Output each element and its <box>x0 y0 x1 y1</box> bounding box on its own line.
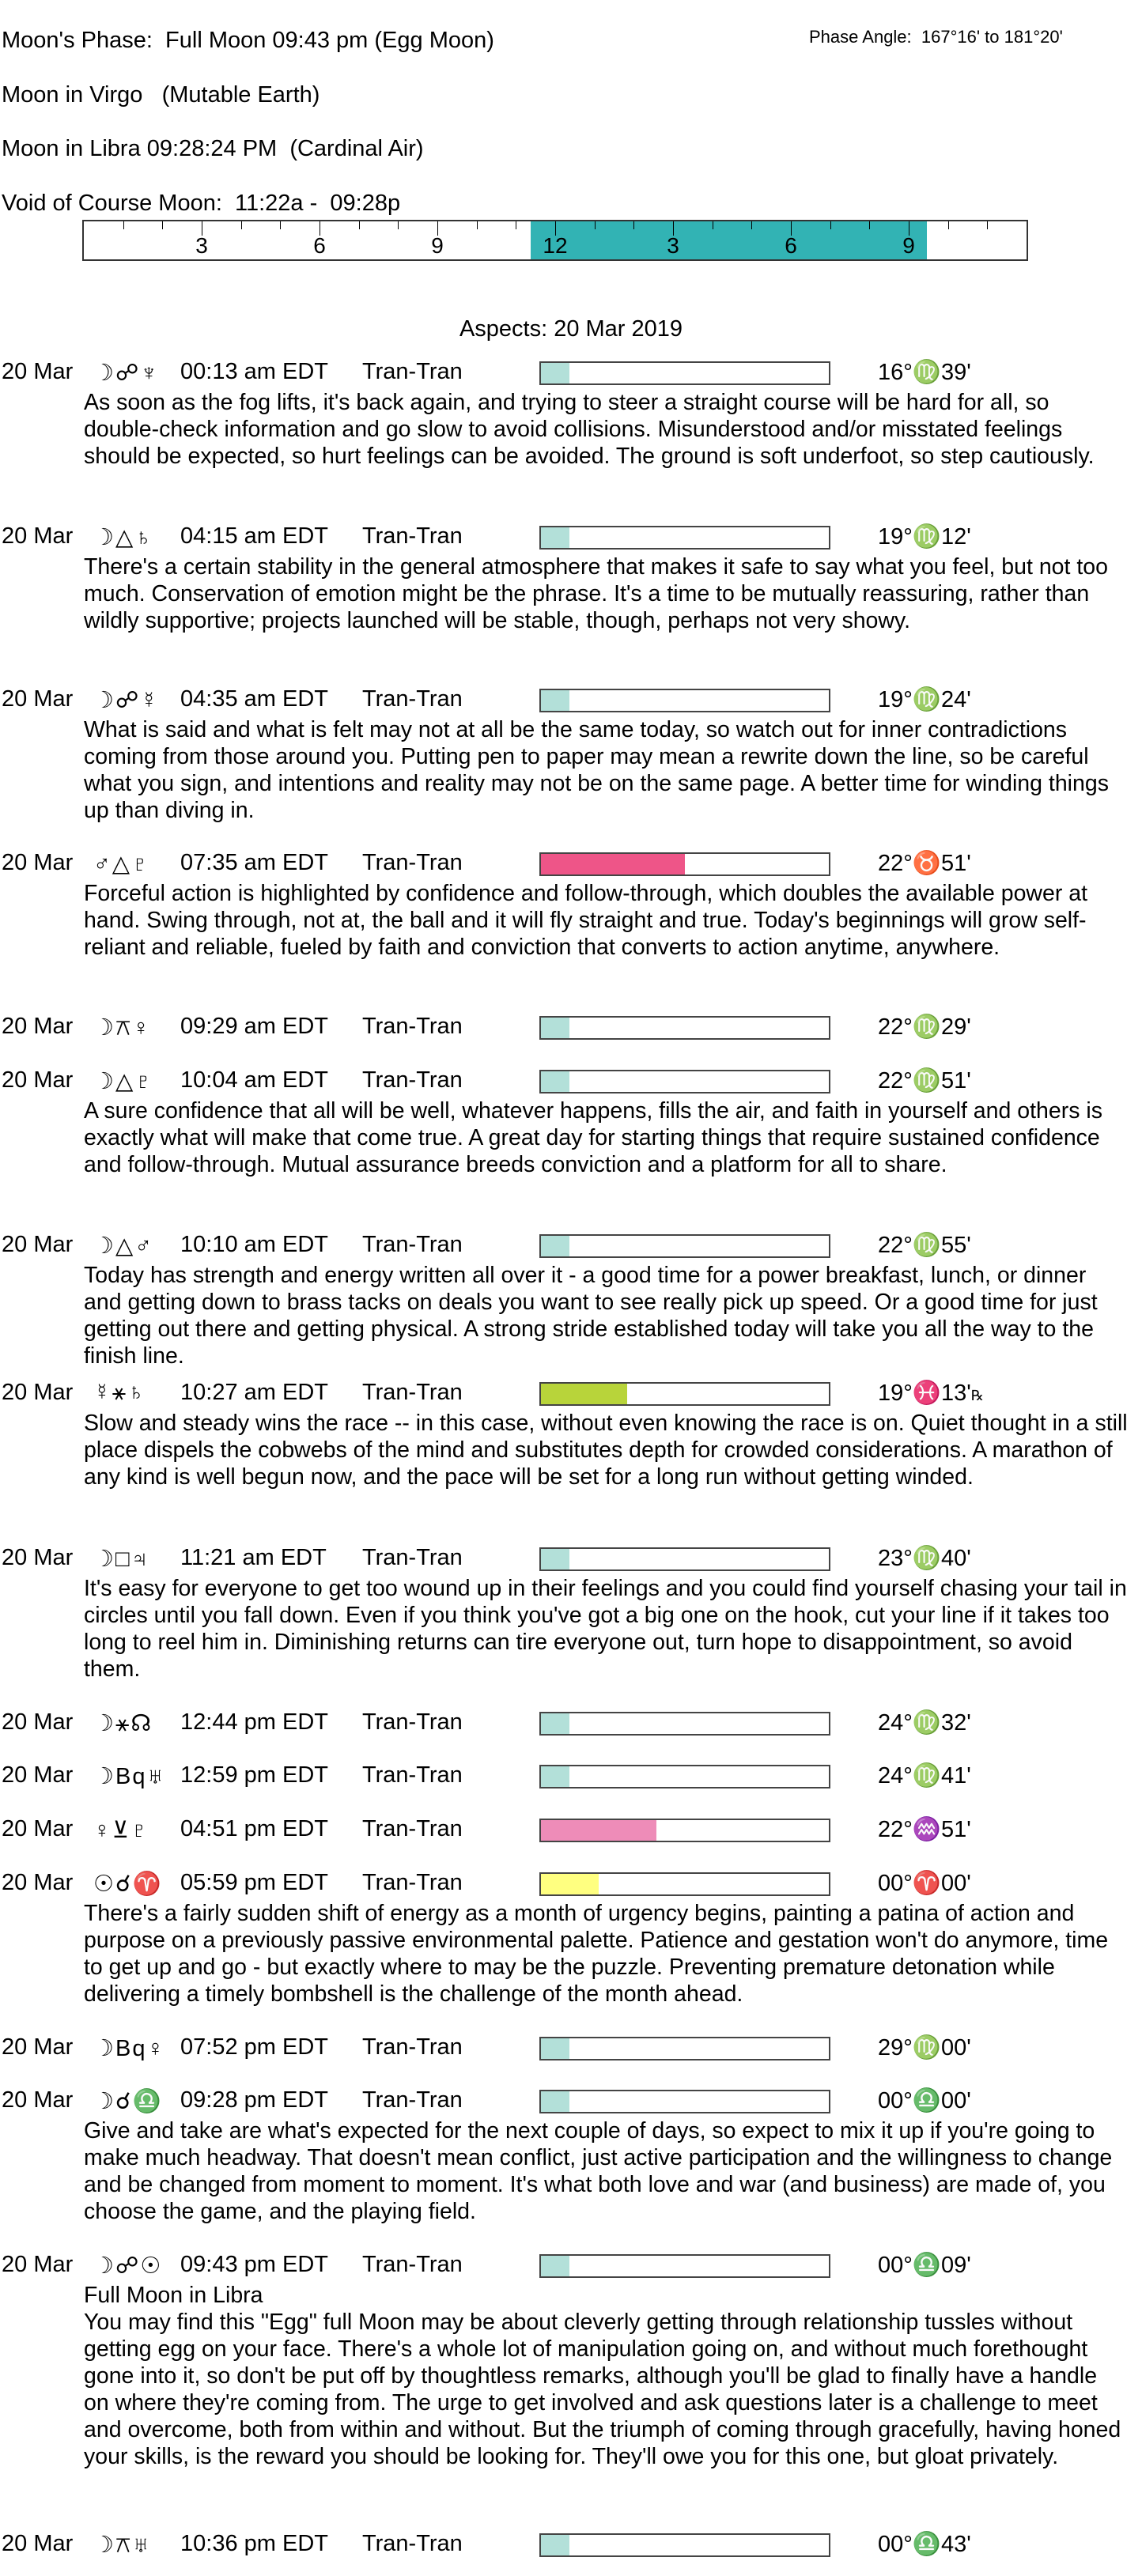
aspect-strength-bar <box>539 1872 830 1896</box>
aspect-glyphs-icon: ☽△♂ <box>93 1233 154 1259</box>
aspect-time: 12:44 pm EDT <box>180 1709 328 1735</box>
aspect-glyphs-icon: ☽☍♆ <box>93 361 160 386</box>
aspect-glyphs-icon: ☽△♇ <box>93 1069 154 1094</box>
aspect-position <box>878 1232 971 1259</box>
aspect-entry <box>0 1761 1142 1792</box>
aspect-date: 20 Mar <box>2 2034 74 2060</box>
aspect-date: 20 Mar <box>2 359 74 384</box>
aspect-time: 04:51 pm EDT <box>180 1816 328 1841</box>
aspect-date: 20 Mar <box>2 1545 74 1570</box>
aspect-kind: Tran-Tran <box>362 1380 463 1405</box>
aspect-position <box>878 2034 971 2061</box>
aspect-position-value: 22°♉51' <box>878 851 971 876</box>
aspect-strength-fill <box>541 2038 569 2059</box>
timeline-tick <box>948 221 949 229</box>
aspect-glyphs-icon: ☽Bq♅ <box>93 1764 166 1789</box>
phase-angle: Phase Angle: 167°16' to 181°20' <box>809 27 1063 47</box>
aspect-time: 07:35 am EDT <box>180 850 328 875</box>
aspect-entry <box>0 1708 1142 1739</box>
aspect-strength-fill <box>541 2091 569 2112</box>
aspect-date: 20 Mar <box>2 686 74 712</box>
aspect-kind: Tran-Tran <box>362 2034 463 2060</box>
timeline-tick-label: 3 <box>667 233 679 258</box>
aspect-glyphs-icon: ☽□♃ <box>93 1547 150 1572</box>
aspect-entry <box>0 1543 1142 1683</box>
aspect-glyphs-icon: ☽☍☿ <box>93 688 160 713</box>
aspect-entry <box>0 2250 1142 2470</box>
aspect-strength-bar <box>539 2533 830 2557</box>
aspect-kind: Tran-Tran <box>362 1816 463 1841</box>
aspect-date: 20 Mar <box>2 1380 74 1405</box>
aspect-position <box>878 1067 971 1094</box>
timeline-tick <box>398 221 399 229</box>
aspect-description: What is said and what is felt may not at all be the same today, so watch out for inner contradictions coming from those around you. Putting pen to paper may mean a rewrite down the line, so be careful what you sign, and intentions and reality may not be on the same page. A better time for winding things up than diving in. <box>84 717 1109 823</box>
aspect-strength-fill <box>541 854 685 874</box>
aspect-position-value: 24°♍41' <box>878 1763 971 1788</box>
aspect-description: Slow and steady wins the race -- in this case, without even knowing the race is on. Quiet thought in a still place dispels the cobwebs of the mind and substitutes depth for crowded considerations. A marathon of any kind is well begun now, and the pace will be set for a long run without getting winded. <box>84 1411 1128 1490</box>
aspect-glyphs-icon: ☉☌♈ <box>93 1872 163 1897</box>
aspect-position <box>878 2087 971 2114</box>
timeline-tick <box>595 221 596 229</box>
aspect-description: You may find this "Egg" full Moon may be about cleverly getting through relationship tussles without getting egg on your face. There's a whole lot of manipulation going on, and without much forethought gone into it, so don't be put off by thoughtless remarks, although you'll be glad to finally have a handle on where they're coming from. The urge to get involved and ask questions later is a challenge to meet and overcome, both from within and without. But the triumph of coming through gracefully, having honed your skills, is the reward you should be looking for. They'll owe you for this one, but gloat privately. <box>84 2310 1121 2469</box>
aspect-time: 04:15 am EDT <box>180 523 328 549</box>
aspect-entry <box>0 2086 1142 2225</box>
aspect-time: 09:43 pm EDT <box>180 2252 328 2277</box>
aspect-time: 05:59 pm EDT <box>180 1870 328 1895</box>
timeline-tick-label: 6 <box>313 233 326 258</box>
aspect-kind: Tran-Tran <box>362 1870 463 1895</box>
aspect-entry <box>0 848 1142 961</box>
aspect-kind: Tran-Tran <box>362 2252 463 2277</box>
timeline-tick <box>751 221 752 229</box>
void-of-course-timeline <box>82 220 1028 261</box>
aspect-time: 07:52 pm EDT <box>180 2034 328 2060</box>
aspect-strength-fill <box>541 2535 569 2555</box>
moon-sign-ingress: Moon in Libra 09:28:24 PM (Cardinal Air) <box>2 136 424 161</box>
aspect-strength-fill <box>541 527 569 548</box>
aspect-strength-bar <box>539 1382 830 1406</box>
timeline-tick-label: 6 <box>785 233 797 258</box>
aspect-strength-bar <box>539 1070 830 1093</box>
aspect-entry <box>0 1815 1142 1846</box>
aspect-strength-bar <box>539 2090 830 2113</box>
moon-phase: Moon's Phase: Full Moon 09:43 pm (Egg Moon) <box>2 28 494 53</box>
aspect-subtitle: Full Moon in Libra <box>84 2283 263 2308</box>
aspect-kind: Tran-Tran <box>362 1709 463 1735</box>
void-of-course-range <box>531 221 928 259</box>
aspect-position-value: 00°♈00' <box>878 1871 971 1896</box>
aspect-date: 20 Mar <box>2 2252 74 2277</box>
aspect-kind: Tran-Tran <box>362 523 463 549</box>
timeline-tick <box>280 221 281 229</box>
aspect-glyphs-icon: ☽☍☉ <box>93 2253 163 2279</box>
aspect-date: 20 Mar <box>2 1762 74 1788</box>
void-of-course: Void of Course Moon: 11:22a - 09:28p <box>2 191 401 216</box>
aspect-position <box>878 1816 971 1843</box>
aspect-glyphs-icon: ♀⊻♇ <box>93 1818 149 1843</box>
aspect-position-value: 24°♍32' <box>878 1710 971 1736</box>
aspect-strength-fill <box>541 1549 569 1569</box>
aspect-date: 20 Mar <box>2 2531 74 2556</box>
aspect-strength-fill <box>541 1236 569 1256</box>
timeline-tick <box>477 221 478 229</box>
aspect-glyphs-icon: ☽△♄ <box>93 525 154 550</box>
aspect-strength-bar <box>539 1016 830 1040</box>
aspect-strength-fill <box>541 1384 627 1404</box>
aspect-position-value: 22°♍55' <box>878 1233 971 1258</box>
aspect-kind: Tran-Tran <box>362 1232 463 1257</box>
aspect-kind: Tran-Tran <box>362 1014 463 1039</box>
aspect-entry <box>0 357 1142 470</box>
aspect-strength-bar <box>539 852 830 876</box>
aspect-description: A sure confidence that all will be well, whatever happens, fills the air, and faith in yourself and others is exactly what will make that come true. A great day for starting things that require sustained confidence and follow-through. Mutual assurance breeds conviction and a platform for all to share. <box>84 1098 1102 1177</box>
aspect-time: 09:28 pm EDT <box>180 2087 328 2113</box>
aspect-kind: Tran-Tran <box>362 2087 463 2113</box>
aspect-time: 11:21 am EDT <box>180 1545 327 1570</box>
aspect-position <box>878 2531 971 2558</box>
aspect-position <box>878 1870 971 1897</box>
aspect-position-value: 19°♍12' <box>878 524 971 550</box>
aspect-date: 20 Mar <box>2 1870 74 1895</box>
timeline-tick-label: 9 <box>902 233 915 258</box>
aspect-strength-bar <box>539 1819 830 1842</box>
timeline-tick-label: 12 <box>543 233 568 258</box>
aspect-strength-fill <box>541 690 569 711</box>
aspect-date: 20 Mar <box>2 1709 74 1735</box>
timeline-tick <box>633 221 634 229</box>
aspect-position-value: 00°♎00' <box>878 2088 971 2113</box>
aspect-position-value: 23°♍40' <box>878 1546 971 1571</box>
aspect-description: There's a certain stability in the general atmosphere that makes it safe to say what you feel, but not too much. Conservation of emotion might be the phrase. It's a time to be mutually reassuring, rather than wildly supportive; projects launched will be stable, though, perhaps not very showy. <box>84 554 1108 633</box>
aspect-entry <box>0 1066 1142 1178</box>
aspect-kind: Tran-Tran <box>362 686 463 712</box>
aspect-strength-bar <box>539 526 830 550</box>
timeline-tick <box>123 221 124 229</box>
aspect-time: 10:36 pm EDT <box>180 2531 328 2556</box>
aspect-glyphs-icon: ☽⚻♅ <box>93 2533 152 2558</box>
aspect-description: Forceful action is highlighted by confidence and follow-through, which doubles the available power at hand. Swing through, not at, the ball and it will fly straight and true. Today's beginnings will grow self-reliant and reliable, fueled by faith and conviction that converts to action anytime, anywhere. <box>84 881 1088 960</box>
timeline-tick <box>359 221 360 229</box>
aspect-date: 20 Mar <box>2 1232 74 1257</box>
aspect-date: 20 Mar <box>2 1816 74 1841</box>
aspect-description: It's easy for everyone to get too wound up in their feelings and you could find yourself chasing your tail in circles until you fall down. Even if you think you've got a big one on the hook, cut your line if it takes too long to reel him in. Diminishing returns can tire everyone out, turn hope to disappointment, so avoid them. <box>84 1576 1127 1682</box>
aspect-strength-fill <box>541 1018 569 1038</box>
aspect-position <box>878 523 971 550</box>
aspect-glyphs-icon: ☽⚻♀ <box>93 1015 152 1041</box>
aspect-entry <box>0 522 1142 634</box>
aspect-description: Give and take are what's expected for the next couple of days, so expect to mix it up if you're going to make much headway. That doesn't mean conflict, just active participation and the willingness to change and be changed from moment to moment. It's what both love and war (and business) are made of, you choose the game, and the playing field. <box>84 2118 1113 2224</box>
timeline-tick <box>987 221 988 229</box>
aspect-strength-fill <box>541 1766 569 1787</box>
aspect-time: 09:29 am EDT <box>180 1014 328 1039</box>
aspect-glyphs-icon: ☽Bq♀ <box>93 2036 166 2061</box>
aspect-position <box>878 1545 971 1572</box>
aspect-strength-fill <box>541 1874 599 1894</box>
aspect-glyphs-icon: ☽⚹☊ <box>93 1711 153 1736</box>
aspect-strength-bar <box>539 1712 830 1736</box>
timeline-tick-label: 3 <box>195 233 208 258</box>
aspect-date: 20 Mar <box>2 2087 74 2113</box>
aspect-entry <box>0 685 1142 824</box>
aspect-entry <box>0 2529 1142 2561</box>
aspect-time: 00:13 am EDT <box>180 359 328 384</box>
aspect-position-value: 29°♍00' <box>878 2035 971 2060</box>
aspect-kind: Tran-Tran <box>362 1067 463 1093</box>
aspect-position <box>878 1380 984 1407</box>
aspect-kind: Tran-Tran <box>362 1545 463 1570</box>
aspect-kind: Tran-Tran <box>362 2531 463 2556</box>
aspect-date: 20 Mar <box>2 1014 74 1039</box>
aspect-entry <box>0 1012 1142 1044</box>
aspect-position <box>878 2252 971 2279</box>
aspect-entry <box>0 1230 1142 1369</box>
aspect-position <box>878 1709 971 1736</box>
moon-sign-current: Moon in Virgo (Mutable Earth) <box>2 82 320 108</box>
retrograde-icon: ℞ <box>970 1388 984 1403</box>
aspect-kind: Tran-Tran <box>362 850 463 875</box>
aspect-position <box>878 359 971 386</box>
aspect-strength-bar <box>539 689 830 712</box>
aspect-position-value: 19°♍24' <box>878 687 971 712</box>
aspect-time: 12:59 pm EDT <box>180 1762 328 1788</box>
aspect-strength-fill <box>541 1820 656 1841</box>
aspect-description: There's a fairly sudden shift of energy as a month of urgency begins, painting a patina of action and purpose on a previously passive environmental palette. Patience and gestation won't do anymore, time to get up and go - but exactly where to may be the puzzle. Preventing premature detonation while delivering a timely bombshell is the challenge of the month ahead. <box>84 1901 1109 2007</box>
aspect-description: As soon as the fog lifts, it's back again, and trying to steer a straight course will be hard for all, so double-check information and go slow to avoid collisions. Misunderstood and/or misstated feelings should be expected, so hurt feelings can be avoided. The ground is soft underfoot, so step cautiously. <box>84 390 1095 469</box>
aspect-strength-bar <box>539 1234 830 1258</box>
timeline-tick <box>241 221 242 229</box>
aspect-glyphs-icon: ☿⚹♄ <box>93 1380 146 1405</box>
aspect-position-value: 22°♒51' <box>878 1817 971 1842</box>
aspect-glyphs-icon: ♂△♇ <box>93 852 150 877</box>
aspect-kind: Tran-Tran <box>362 1762 463 1788</box>
timeline-tick <box>162 221 163 229</box>
aspect-position <box>878 1014 971 1041</box>
aspect-position-value: 19°♓13' <box>878 1381 971 1406</box>
aspect-strength-bar <box>539 2037 830 2060</box>
aspect-strength-bar <box>539 361 830 385</box>
aspect-date: 20 Mar <box>2 1067 74 1093</box>
aspect-position <box>878 1762 971 1789</box>
timeline-tick <box>830 221 831 229</box>
aspect-strength-bar <box>539 1547 830 1571</box>
aspect-position-value: 16°♍39' <box>878 360 971 385</box>
aspect-time: 10:27 am EDT <box>180 1380 328 1405</box>
aspect-description: Today has strength and energy written all over it - a good time for a power breakfast, lunch, or dinner and getting down to brass tacks on deals you want to see really pick up speed. Or a good time for just getting out there and getting physical. A strong stride established today will take you all the way to the finish line. <box>84 1263 1098 1369</box>
aspect-position <box>878 686 971 713</box>
aspect-time: 04:35 am EDT <box>180 686 328 712</box>
timeline-tick <box>869 221 870 229</box>
aspect-position-value: 00°♎43' <box>878 2532 971 2557</box>
aspect-position-value: 22°♍51' <box>878 1068 971 1093</box>
aspect-glyphs-icon: ☽☌♎ <box>93 2089 163 2114</box>
aspect-entry <box>0 2033 1142 2064</box>
aspect-date: 20 Mar <box>2 850 74 875</box>
aspect-kind: Tran-Tran <box>362 359 463 384</box>
aspect-time: 10:10 am EDT <box>180 1232 328 1257</box>
aspect-time: 10:04 am EDT <box>180 1067 328 1093</box>
aspect-strength-bar <box>539 2254 830 2278</box>
aspect-entry <box>0 1378 1142 1490</box>
aspect-position-value: 00°♎09' <box>878 2253 971 2278</box>
aspect-entry <box>0 1868 1142 2008</box>
aspect-strength-fill <box>541 1713 569 1734</box>
aspect-strength-fill <box>541 1071 569 1092</box>
aspect-date: 20 Mar <box>2 523 74 549</box>
timeline-tick-label: 9 <box>431 233 444 258</box>
aspect-position <box>878 850 971 877</box>
aspects-title: Aspects: 20 Mar 2019 <box>459 316 683 342</box>
aspect-strength-fill <box>541 363 569 383</box>
aspect-strength-fill <box>541 2256 569 2276</box>
aspect-position-value: 22°♍29' <box>878 1014 971 1040</box>
aspect-strength-bar <box>539 1765 830 1788</box>
